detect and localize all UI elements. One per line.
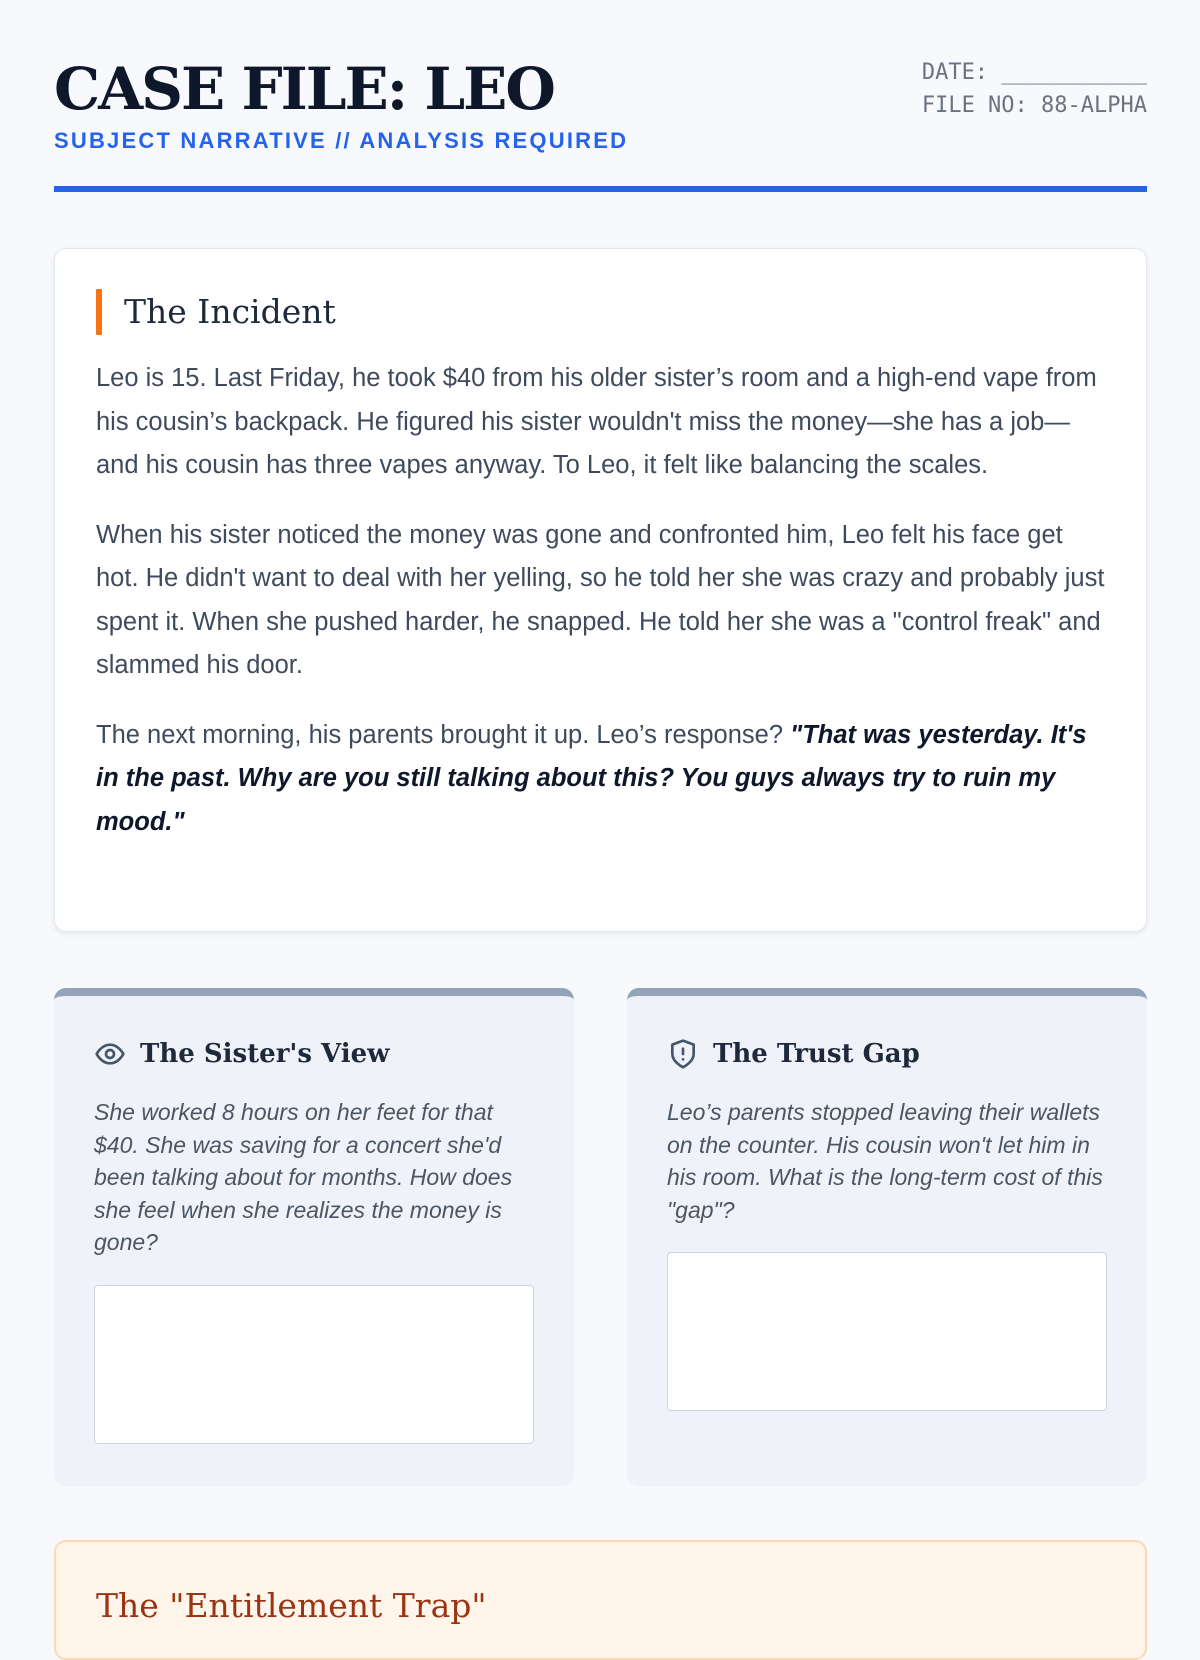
entitlement-trap-card [54, 1540, 1147, 1660]
trust-gap-title: The Trust Gap [713, 1039, 920, 1069]
sister-view-answer-box[interactable] [94, 1285, 534, 1444]
worksheet-page [54, 0, 1147, 1625]
page-title: CASE FILE: LEO [54, 55, 554, 123]
sister-view-heading [94, 1034, 534, 1074]
accent-bar [96, 289, 102, 335]
file-number: FILE NO: 88-ALPHA [921, 93, 1147, 118]
shield-alert-icon [667, 1038, 699, 1070]
entitlement-trap-title: The "Entitlement Trap" [96, 1586, 487, 1625]
header-divider [54, 186, 1147, 192]
page-subtitle: SUBJECT NARRATIVE // ANALYSIS REQUIRED [54, 128, 629, 153]
header [54, 0, 1147, 194]
trust-gap-heading [667, 1034, 1107, 1074]
eye-icon [94, 1038, 126, 1070]
sister-view-card [54, 988, 574, 1486]
trust-gap-answer-box[interactable] [667, 1252, 1107, 1411]
incident-paragraph-1: Leo is 15. Last Friday, he took $40 from his older sister’s room and a high-end vape from his cousin’s backpack. He figured his sister wouldn't miss the money—she has a job—and his cousin has three vapes anyway. To Leo, it felt like balancing the scales. [96, 364, 1097, 479]
leo-quote: "That was yesterday. It's in the past. Why are you still talking about this? You guys always try to ruin my mood." [96, 720, 1087, 836]
file-meta [922, 56, 1147, 122]
incident-paragraph-3 [96, 714, 1106, 845]
sister-view-prompt: She worked 8 hours on her feet for that $40. She was saving for a concert she'd been talking about for months. How does she feel when she realizes the money is gone? [94, 1099, 513, 1255]
incident-heading [96, 289, 1106, 335]
trust-gap-card [627, 988, 1147, 1486]
incident-title: The Incident [124, 292, 336, 331]
incident-paragraph-2: When his sister noticed the money was gone and confronted him, Leo felt his face get hot. He didn't want to deal with her yelling, so he told her she was crazy and probably just spent it. When she pushed harder, he snapped. He told her she was a "control freak" and slammed his door. [96, 520, 1105, 679]
date-line: DATE: ___________ [921, 60, 1147, 85]
trust-gap-prompt: Leo’s parents stopped leaving their wallets on the counter. His cousin won't let him in his room. What is the long-term cost of this "gap"? [667, 1099, 1103, 1223]
incident-card [54, 248, 1147, 932]
sister-view-title: The Sister's View [140, 1039, 390, 1069]
incident-paragraph-3-lead: The next morning, his parents brought it up. Leo’s response? [96, 720, 791, 749]
